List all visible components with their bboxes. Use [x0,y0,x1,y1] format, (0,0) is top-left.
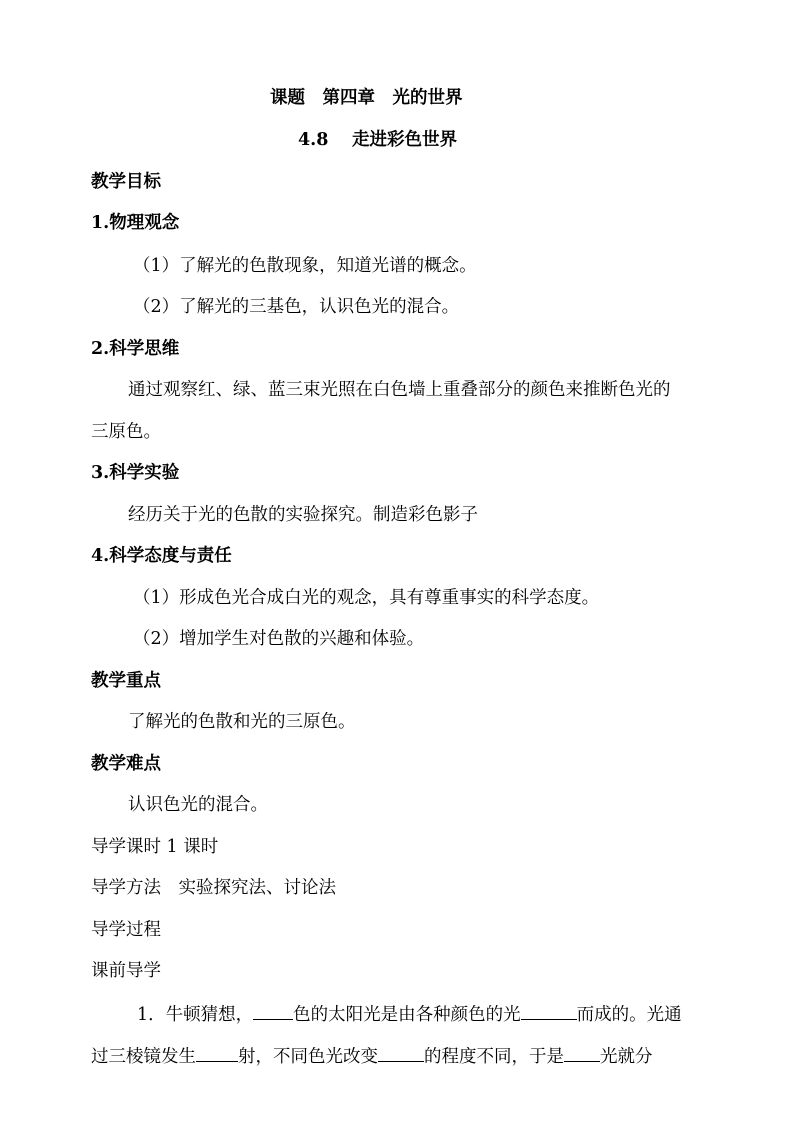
exercise-text: 射，不同色光改变 [238,1047,378,1067]
physics-concept-item-1: （1）了解光的色散现象，知道光谱的概念。 [133,256,477,276]
attitude-heading: 4.科学态度与责任 [91,546,232,566]
key-points-text: 了解光的色散和光的三原色。 [128,712,356,732]
scientific-thinking-text-line-2: 三原色。 [91,422,161,442]
scientific-thinking-heading: 2.科学思维 [91,339,180,359]
exercise-text: 光就分 [600,1047,653,1067]
fill-blank[interactable] [521,1002,577,1020]
lesson-title: 课题 第四章 光的世界 [270,88,463,108]
exercise-text: 过三棱镜发生 [91,1047,196,1067]
lesson-process: 导学过程 [91,920,161,940]
lesson-method: 导学方法 实验探究法、讨论法 [91,878,336,898]
exercise-text: 的程度不同，于是 [424,1047,564,1067]
lesson-subtitle: 4.8 走进彩色世界 [298,130,458,150]
fill-blank[interactable] [378,1044,424,1062]
exercise-text: 1．牛顿猜想， [137,1005,254,1025]
scientific-thinking-text-line-1: 通过观察红、绿、蓝三束光照在白色墙上重叠部分的颜色来推断色光的 [128,380,671,400]
physics-concept-heading: 1.物理观念 [91,213,180,233]
pre-class-heading: 课前导学 [91,961,161,981]
objectives-heading: 教学目标 [91,172,161,192]
difficulties-text: 认识色光的混合。 [128,795,268,815]
attitude-item-1: （1）形成色光合成白光的观念，具有尊重事实的科学态度。 [133,588,600,608]
physics-concept-item-2: （2）了解光的三基色，认识色光的混合。 [133,297,460,317]
lesson-hours: 导学课时 1 课时 [91,837,219,857]
scientific-experiment-heading: 3.科学实验 [91,463,180,483]
fill-blank[interactable] [564,1044,600,1062]
exercise-text: 而成的。光通 [576,1005,682,1025]
scientific-experiment-text: 经历关于光的色散的实验探究。制造彩色影子 [128,505,478,525]
exercise-question-1-line-2 [91,1044,653,1068]
difficulties-heading: 教学难点 [91,754,161,774]
exercise-question-1-line-1 [137,1002,682,1026]
exercise-text: 色的太阳光是由各种颜色的光 [293,1005,521,1025]
fill-blank[interactable] [196,1044,238,1062]
key-points-heading: 教学重点 [91,671,161,691]
attitude-item-2: （2）增加学生对色散的兴趣和体验。 [133,629,425,649]
fill-blank[interactable] [253,1002,293,1020]
